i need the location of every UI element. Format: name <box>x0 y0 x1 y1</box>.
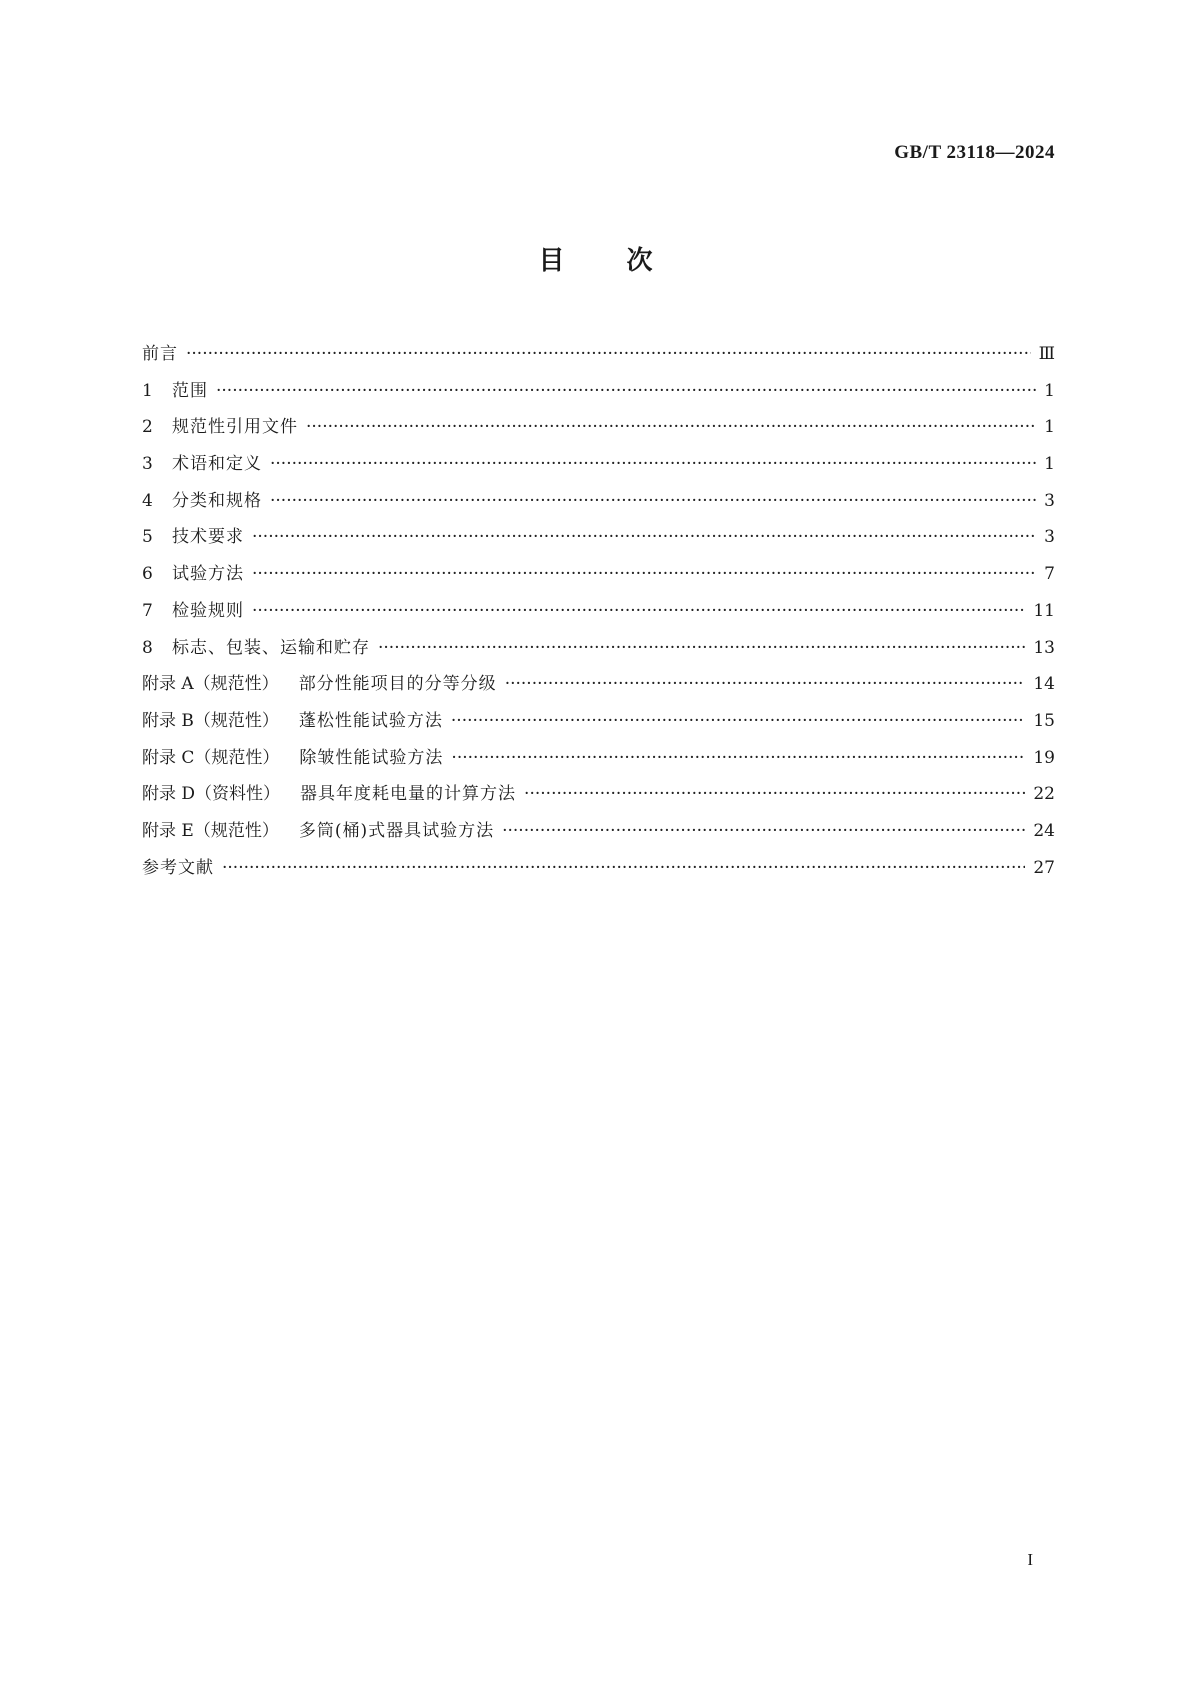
toc-entry-6[interactable] <box>142 556 1055 593</box>
toc-entry-2[interactable] <box>142 409 1055 446</box>
toc-entry-label: 规范性引用文件 <box>172 417 298 438</box>
toc-entry-number: 3 <box>142 454 153 475</box>
toc-entry-appendix-b[interactable] <box>142 703 1055 740</box>
toc-entry-number: 7 <box>142 600 153 621</box>
page-title: 目次 <box>538 246 715 276</box>
toc-entry-page: Ⅲ <box>1038 344 1055 364</box>
toc-entry-label: 多筒(桶)式器具试验方法 <box>298 820 495 841</box>
toc-entry-label: 前言 <box>142 344 178 364</box>
toc-entry-page: 3 <box>1044 527 1055 548</box>
toc-leader-dots <box>378 630 1025 667</box>
toc-entry-appendix-prefix: 附录 E（规范性） <box>142 820 279 841</box>
toc-leader-dots <box>252 519 1036 556</box>
toc-entry-label: 参考文献 <box>142 857 214 878</box>
toc-entry-page: 11 <box>1033 600 1055 621</box>
page-number: I <box>1027 1550 1033 1569</box>
toc-entry-page: 3 <box>1044 490 1055 511</box>
toc-entry-page: 19 <box>1033 747 1055 768</box>
toc-entry-number: 6 <box>142 564 153 585</box>
toc-entry-appendix-a[interactable] <box>142 666 1055 703</box>
toc-entry-page: 7 <box>1044 564 1055 585</box>
toc-entry-page: 15 <box>1033 710 1055 731</box>
toc-leader-dots <box>252 556 1036 593</box>
toc-entry-references[interactable] <box>142 850 1055 887</box>
document-id: GB/T 23118—2024 <box>894 142 1055 163</box>
toc-entry-label: 器具年度耗电量的计算方法 <box>300 784 517 805</box>
toc-entry-4[interactable] <box>142 483 1055 520</box>
toc-leader-dots <box>270 446 1036 483</box>
toc-entry-page: 24 <box>1033 820 1055 841</box>
toc-entry-page: 1 <box>1044 417 1055 438</box>
toc-entry-1[interactable] <box>142 373 1055 410</box>
toc-leader-dots <box>270 483 1036 520</box>
toc-entry-page: 1 <box>1044 454 1055 475</box>
toc-entry-appendix-prefix: 附录 C（规范性） <box>142 747 280 768</box>
table-of-contents <box>142 336 1055 886</box>
toc-entry-number: 8 <box>142 637 153 658</box>
toc-entry-5[interactable] <box>142 519 1055 556</box>
toc-entry-label: 除皱性能试验方法 <box>299 747 444 768</box>
toc-entry-label: 蓬松性能试验方法 <box>298 710 443 731</box>
toc-entry-page: 13 <box>1033 637 1055 658</box>
toc-leader-dots <box>502 813 1025 850</box>
toc-entry-label: 标志、包装、运输和贮存 <box>172 637 370 658</box>
toc-entry-7[interactable] <box>142 593 1055 630</box>
toc-entry-page: 27 <box>1033 857 1055 878</box>
toc-entry-page: 1 <box>1044 380 1055 401</box>
toc-leader-dots <box>451 703 1025 740</box>
toc-entry-appendix-prefix: 附录 B（规范性） <box>142 710 279 731</box>
toc-leader-dots <box>186 336 1031 373</box>
toc-entry-appendix-prefix: 附录 A（规范性） <box>142 674 279 695</box>
toc-entry-page: 14 <box>1033 674 1055 695</box>
toc-entry-label: 试验方法 <box>172 564 244 585</box>
toc-entry-label: 范围 <box>172 380 208 401</box>
toc-entry-appendix-e[interactable] <box>142 813 1055 850</box>
toc-leader-dots <box>306 409 1036 446</box>
toc-leader-dots <box>505 666 1026 703</box>
toc-entry-appendix-prefix: 附录 D（资料性） <box>142 784 281 805</box>
toc-entry-number: 5 <box>142 527 153 548</box>
toc-entry-3[interactable] <box>142 446 1055 483</box>
toc-entry-label: 术语和定义 <box>172 454 262 475</box>
toc-entry-foreword[interactable] <box>142 336 1055 373</box>
toc-entry-appendix-c[interactable] <box>142 740 1055 777</box>
toc-leader-dots <box>216 373 1036 410</box>
toc-entry-page: 22 <box>1033 784 1055 805</box>
toc-entry-label: 技术要求 <box>172 527 244 548</box>
toc-leader-dots <box>524 776 1025 813</box>
toc-entry-number: 2 <box>142 417 153 438</box>
toc-entry-label: 部分性能项目的分等分级 <box>298 674 497 695</box>
toc-entry-appendix-d[interactable] <box>142 776 1055 813</box>
toc-entry-number: 1 <box>142 380 153 401</box>
toc-entry-label: 分类和规格 <box>172 490 262 511</box>
toc-leader-dots <box>252 593 1025 630</box>
toc-leader-dots <box>222 850 1025 887</box>
toc-leader-dots <box>451 740 1025 777</box>
toc-entry-number: 4 <box>142 490 153 511</box>
toc-entry-label: 检验规则 <box>172 600 244 621</box>
toc-entry-8[interactable] <box>142 630 1055 667</box>
